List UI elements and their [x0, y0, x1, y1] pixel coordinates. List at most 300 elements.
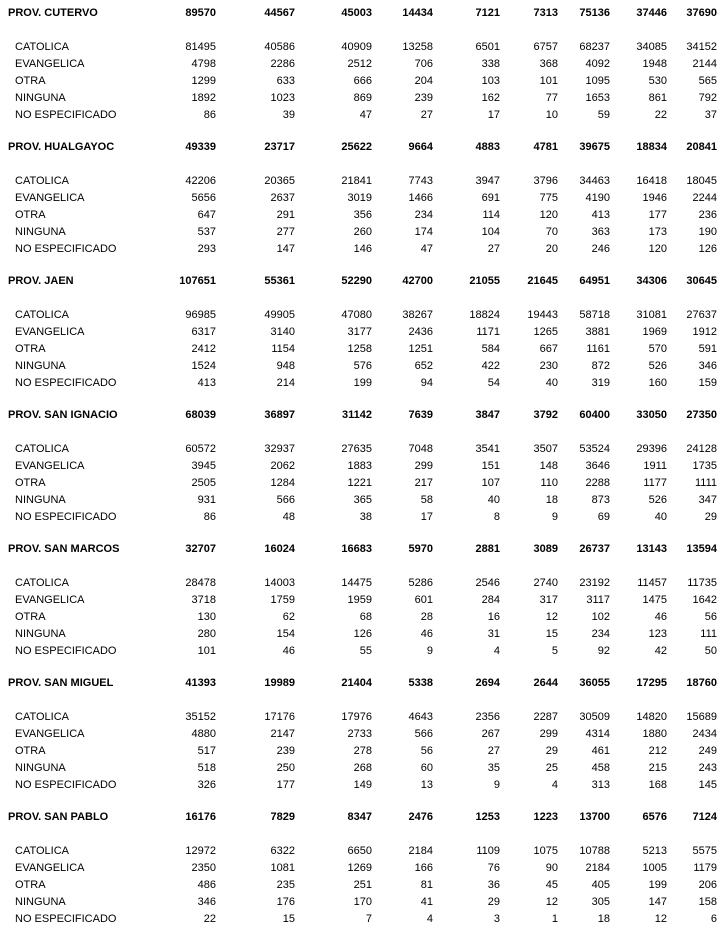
category-value: 3	[493, 913, 500, 925]
category-value: 58718	[579, 309, 610, 321]
province-name: PROV. SAN PABLO	[8, 811, 109, 823]
category-value: 517	[197, 745, 216, 757]
category-value: 234	[591, 628, 610, 640]
category-value: 32937	[264, 443, 295, 455]
category-value: 633	[276, 75, 295, 87]
province-total-value: 5970	[408, 543, 433, 555]
category-value: 14820	[636, 711, 667, 723]
province-section	[8, 5, 717, 124]
category-value: 27	[487, 243, 500, 255]
category-value: 34463	[579, 175, 610, 187]
category-value: 94	[420, 377, 433, 389]
province-total-value: 60400	[579, 409, 610, 421]
category-value: 2286	[270, 58, 295, 70]
category-value: 4880	[191, 728, 216, 740]
category-label: NINGUNA	[15, 360, 66, 372]
category-value: 566	[414, 728, 433, 740]
category-value: 566	[276, 494, 295, 506]
category-value: 338	[481, 58, 500, 70]
category-value: 158	[698, 896, 717, 908]
category-value: 2350	[191, 862, 216, 874]
category-value: 17176	[264, 711, 295, 723]
category-value: 931	[197, 494, 216, 506]
category-value: 299	[539, 728, 558, 740]
category-value: 8	[493, 511, 500, 523]
category-value: 1251	[408, 343, 433, 355]
category-value: 49905	[264, 309, 295, 321]
category-value: 2505	[191, 477, 216, 489]
province-total-value: 26737	[579, 543, 610, 555]
category-row	[8, 441, 717, 458]
province-header-row	[8, 407, 717, 424]
category-value: 12	[545, 611, 558, 623]
category-value: 234	[414, 209, 433, 221]
category-value: 239	[276, 745, 295, 757]
category-label: EVANGELICA	[15, 326, 85, 338]
category-value: 20365	[264, 175, 295, 187]
category-value: 13	[420, 779, 433, 791]
category-value: 214	[276, 377, 295, 389]
category-row	[8, 609, 717, 626]
province-header-row	[8, 809, 717, 826]
category-value: 15	[545, 628, 558, 640]
category-value: 53524	[579, 443, 610, 455]
category-value: 14003	[264, 577, 295, 589]
category-value: 54	[487, 377, 500, 389]
category-value: 3718	[191, 594, 216, 606]
category-value: 2287	[533, 711, 558, 723]
category-value: 3945	[191, 460, 216, 472]
category-value: 239	[414, 92, 433, 104]
category-value: 151	[481, 460, 500, 472]
category-value: 591	[698, 343, 717, 355]
province-section	[8, 675, 717, 794]
category-row	[8, 877, 717, 894]
category-value: 1269	[347, 862, 372, 874]
province-total-value: 13594	[686, 543, 717, 555]
category-value: 4	[493, 645, 500, 657]
province-name: PROV. SAN MARCOS	[8, 543, 120, 555]
province-total-value: 32707	[185, 543, 216, 555]
category-value: 173	[648, 226, 667, 238]
category-label: NINGUNA	[15, 494, 66, 506]
province-total-value: 31142	[342, 409, 372, 421]
province-total-value: 89570	[185, 7, 216, 19]
category-value: 14475	[341, 577, 372, 589]
category-value: 1653	[585, 92, 610, 104]
province-total-value: 7124	[692, 811, 717, 823]
category-value: 6650	[347, 845, 372, 857]
province-total-value: 19989	[264, 677, 295, 689]
category-value: 1946	[642, 192, 667, 204]
province-section	[8, 407, 717, 526]
province-total-value: 7121	[475, 7, 500, 19]
category-value: 46	[654, 611, 667, 623]
category-value: 326	[197, 779, 216, 791]
category-value: 2356	[475, 711, 500, 723]
category-value: 90	[545, 862, 558, 874]
category-value: 145	[698, 779, 717, 791]
category-value: 1642	[692, 594, 717, 606]
category-value: 317	[539, 594, 558, 606]
category-label: NINGUNA	[15, 762, 66, 774]
category-row	[8, 575, 717, 592]
category-value: 81495	[185, 41, 216, 53]
category-value: 1299	[191, 75, 216, 87]
category-value: 1883	[347, 460, 372, 472]
category-label: NINGUNA	[15, 226, 66, 238]
category-value: 68237	[579, 41, 610, 53]
category-value: 10	[545, 109, 558, 121]
category-value: 123	[648, 628, 667, 640]
category-value: 17	[487, 109, 500, 121]
category-value: 246	[591, 243, 610, 255]
category-value: 21841	[341, 175, 372, 187]
province-total-value: 41393	[185, 677, 216, 689]
province-total-value: 18760	[686, 677, 717, 689]
category-value: 346	[698, 360, 717, 372]
province-section	[8, 541, 717, 660]
category-value: 1177	[643, 477, 667, 489]
category-value: 48	[282, 511, 295, 523]
category-value: 31	[487, 628, 500, 640]
category-value: 235	[276, 879, 295, 891]
category-value: 199	[353, 377, 372, 389]
category-row	[8, 173, 717, 190]
category-value: 249	[698, 745, 717, 757]
category-value: 154	[276, 628, 295, 640]
province-total-value: 13700	[579, 811, 610, 823]
category-value: 6501	[475, 41, 500, 53]
category-value: 12972	[185, 845, 216, 857]
province-total-value: 34306	[636, 275, 667, 287]
category-value: 268	[353, 762, 372, 774]
category-value: 2288	[585, 477, 610, 489]
province-total-value: 18834	[636, 141, 667, 153]
category-value: 55	[359, 645, 372, 657]
category-value: 40586	[264, 41, 295, 53]
category-value: 1	[551, 913, 558, 925]
category-value: 1892	[191, 92, 216, 104]
category-value: 346	[197, 896, 216, 908]
category-row	[8, 475, 717, 492]
category-value: 647	[197, 209, 216, 221]
category-label: NO ESPECIFICADO	[15, 243, 117, 255]
province-total-value: 1223	[533, 811, 558, 823]
province-total-value: 7829	[270, 811, 295, 823]
category-value: 3019	[347, 192, 372, 204]
category-value: 530	[648, 75, 667, 87]
category-value: 1911	[643, 460, 667, 472]
category-value: 1880	[642, 728, 667, 740]
category-value: 1524	[191, 360, 216, 372]
category-row	[8, 709, 717, 726]
category-value: 1221	[347, 477, 372, 489]
category-value: 27	[420, 109, 433, 121]
category-value: 168	[648, 779, 667, 791]
province-total-value: 7639	[408, 409, 433, 421]
category-value: 18	[597, 913, 610, 925]
category-value: 27637	[686, 309, 717, 321]
province-total-value: 36055	[579, 677, 610, 689]
category-value: 148	[539, 460, 558, 472]
category-value: 4	[551, 779, 558, 791]
category-value: 368	[539, 58, 558, 70]
category-value: 3881	[585, 326, 610, 338]
category-value: 251	[353, 879, 372, 891]
category-label: EVANGELICA	[15, 460, 85, 472]
category-value: 1969	[642, 326, 667, 338]
province-total-value: 21055	[469, 275, 500, 287]
category-value: 16	[487, 611, 500, 623]
category-value: 40	[545, 377, 558, 389]
province-total-value: 21404	[341, 677, 372, 689]
category-value: 176	[276, 896, 295, 908]
province-total-value: 33050	[636, 409, 667, 421]
category-row	[8, 726, 717, 743]
province-total-value: 6576	[642, 811, 667, 823]
category-value: 691	[481, 192, 500, 204]
category-value: 667	[539, 343, 558, 355]
category-value: 22	[203, 913, 216, 925]
category-value: 869	[353, 92, 372, 104]
province-total-value: 23717	[264, 141, 295, 153]
category-value: 277	[276, 226, 295, 238]
category-value: 3177	[347, 326, 372, 338]
category-row	[8, 307, 717, 324]
category-label: CATOLICA	[15, 41, 69, 53]
category-value: 58	[420, 494, 433, 506]
category-value: 1081	[270, 862, 295, 874]
category-value: 28478	[185, 577, 216, 589]
category-row	[8, 743, 717, 760]
category-value: 2740	[533, 577, 558, 589]
province-name: PROV. SAN IGNACIO	[8, 409, 118, 421]
category-value: 3796	[533, 175, 558, 187]
category-value: 20	[545, 243, 558, 255]
category-value: 1284	[270, 477, 295, 489]
category-value: 120	[539, 209, 558, 221]
category-value: 4092	[585, 58, 610, 70]
category-value: 792	[698, 92, 717, 104]
category-value: 5	[551, 645, 558, 657]
category-row	[8, 90, 717, 107]
category-value: 102	[591, 611, 610, 623]
category-value: 34085	[636, 41, 667, 53]
category-label: NO ESPECIFICADO	[15, 377, 117, 389]
category-value: 518	[197, 762, 216, 774]
category-value: 9	[426, 645, 433, 657]
category-value: 319	[591, 377, 610, 389]
province-total-value: 36897	[264, 409, 295, 421]
category-value: 461	[591, 745, 610, 757]
category-value: 110	[540, 477, 558, 489]
category-value: 40909	[341, 41, 372, 53]
category-value: 29	[545, 745, 558, 757]
category-value: 68	[359, 611, 372, 623]
category-value: 212	[648, 745, 667, 757]
category-value: 42	[654, 645, 667, 657]
category-value: 486	[197, 879, 216, 891]
category-row	[8, 843, 717, 860]
category-value: 159	[698, 377, 717, 389]
category-value: 13258	[402, 41, 433, 53]
province-name: PROV. SAN MIGUEL	[8, 677, 114, 689]
province-header-row	[8, 273, 717, 290]
category-value: 2184	[408, 845, 433, 857]
category-value: 5575	[692, 845, 717, 857]
category-value: 356	[353, 209, 372, 221]
category-value: 17	[420, 511, 433, 523]
province-section	[8, 809, 717, 928]
category-value: 565	[698, 75, 717, 87]
province-total-value: 55361	[264, 275, 295, 287]
category-value: 3947	[475, 175, 500, 187]
province-total-value: 37690	[686, 7, 717, 19]
category-value: 206	[698, 879, 717, 891]
category-value: 3646	[585, 460, 610, 472]
category-label: NINGUNA	[15, 628, 66, 640]
province-total-value: 3792	[533, 409, 558, 421]
category-value: 104	[481, 226, 500, 238]
category-value: 22	[654, 109, 667, 121]
category-value: 47	[420, 243, 433, 255]
category-value: 576	[353, 360, 372, 372]
category-row	[8, 190, 717, 207]
category-value: 162	[481, 92, 500, 104]
province-total-value: 2644	[533, 677, 558, 689]
province-header-row	[8, 675, 717, 692]
category-value: 12	[545, 896, 558, 908]
category-value: 147	[648, 896, 667, 908]
province-total-value: 68039	[185, 409, 216, 421]
category-value: 38	[359, 511, 372, 523]
category-value: 230	[539, 360, 558, 372]
category-row	[8, 207, 717, 224]
category-value: 250	[276, 762, 295, 774]
category-row	[8, 509, 717, 526]
category-value: 27635	[341, 443, 372, 455]
category-value: 413	[197, 377, 216, 389]
category-value: 40	[654, 511, 667, 523]
category-label: NO ESPECIFICADO	[15, 913, 117, 925]
province-total-value: 21645	[527, 275, 558, 287]
category-value: 1161	[586, 343, 610, 355]
category-value: 2512	[347, 58, 372, 70]
category-label: EVANGELICA	[15, 862, 85, 874]
category-value: 86	[203, 511, 216, 523]
category-value: 861	[648, 92, 667, 104]
category-value: 347	[698, 494, 717, 506]
category-value: 50	[704, 645, 717, 657]
category-value: 56	[420, 745, 433, 757]
category-label: OTRA	[15, 745, 46, 757]
category-value: 46	[282, 645, 295, 657]
category-value: 27	[487, 745, 500, 757]
category-row	[8, 241, 717, 258]
province-total-value: 1253	[475, 811, 500, 823]
category-value: 267	[481, 728, 500, 740]
category-value: 666	[353, 75, 372, 87]
category-value: 1265	[533, 326, 558, 338]
category-value: 1154	[271, 343, 295, 355]
province-total-value: 9664	[408, 141, 433, 153]
category-value: 948	[276, 360, 295, 372]
category-value: 46	[420, 628, 433, 640]
category-value: 18	[545, 494, 558, 506]
category-value: 29396	[636, 443, 667, 455]
province-name: PROV. JAEN	[8, 275, 74, 287]
category-value: 305	[591, 896, 610, 908]
category-value: 30509	[579, 711, 610, 723]
category-row	[8, 224, 717, 241]
category-value: 4798	[191, 58, 216, 70]
province-section	[8, 273, 717, 392]
category-value: 62	[282, 611, 295, 623]
category-value: 2546	[475, 577, 500, 589]
category-value: 120	[648, 243, 667, 255]
category-value: 147	[276, 243, 295, 255]
category-value: 11457	[637, 577, 667, 589]
province-total-value: 27350	[686, 409, 717, 421]
category-value: 28	[420, 611, 433, 623]
province-total-value: 3847	[475, 409, 500, 421]
category-value: 15	[282, 913, 295, 925]
category-value: 9	[493, 779, 500, 791]
province-name: PROV. CUTERVO	[8, 7, 98, 19]
province-total-value: 14434	[402, 7, 433, 19]
category-value: 217	[414, 477, 433, 489]
category-value: 126	[698, 243, 717, 255]
province-total-value: 49339	[185, 141, 216, 153]
category-value: 422	[481, 360, 500, 372]
category-value: 236	[698, 209, 717, 221]
category-value: 69	[597, 511, 610, 523]
category-value: 60	[420, 762, 433, 774]
category-value: 3117	[586, 594, 610, 606]
province-total-value: 2694	[475, 677, 500, 689]
province-total-value: 30645	[686, 275, 717, 287]
category-value: 413	[591, 209, 610, 221]
province-total-value: 25622	[341, 141, 372, 153]
category-value: 47080	[341, 309, 372, 321]
category-value: 7048	[408, 443, 433, 455]
category-value: 12	[654, 913, 667, 925]
category-value: 3541	[475, 443, 500, 455]
category-value: 5656	[191, 192, 216, 204]
category-value: 19443	[527, 309, 558, 321]
category-value: 38267	[402, 309, 433, 321]
category-value: 77	[545, 92, 558, 104]
category-value: 34152	[686, 41, 717, 53]
category-value: 873	[591, 494, 610, 506]
category-value: 24128	[686, 443, 717, 455]
category-value: 299	[414, 460, 433, 472]
category-value: 37	[704, 109, 717, 121]
province-total-value: 64951	[579, 275, 610, 287]
category-value: 17976	[341, 711, 372, 723]
category-label: OTRA	[15, 75, 46, 87]
category-value: 47	[359, 109, 372, 121]
province-total-value: 5338	[408, 677, 433, 689]
category-value: 56	[704, 611, 717, 623]
category-value: 405	[591, 879, 610, 891]
category-value: 1735	[692, 460, 717, 472]
category-value: 5286	[408, 577, 433, 589]
category-value: 652	[414, 360, 433, 372]
category-value: 70	[545, 226, 558, 238]
category-value: 1948	[642, 58, 667, 70]
